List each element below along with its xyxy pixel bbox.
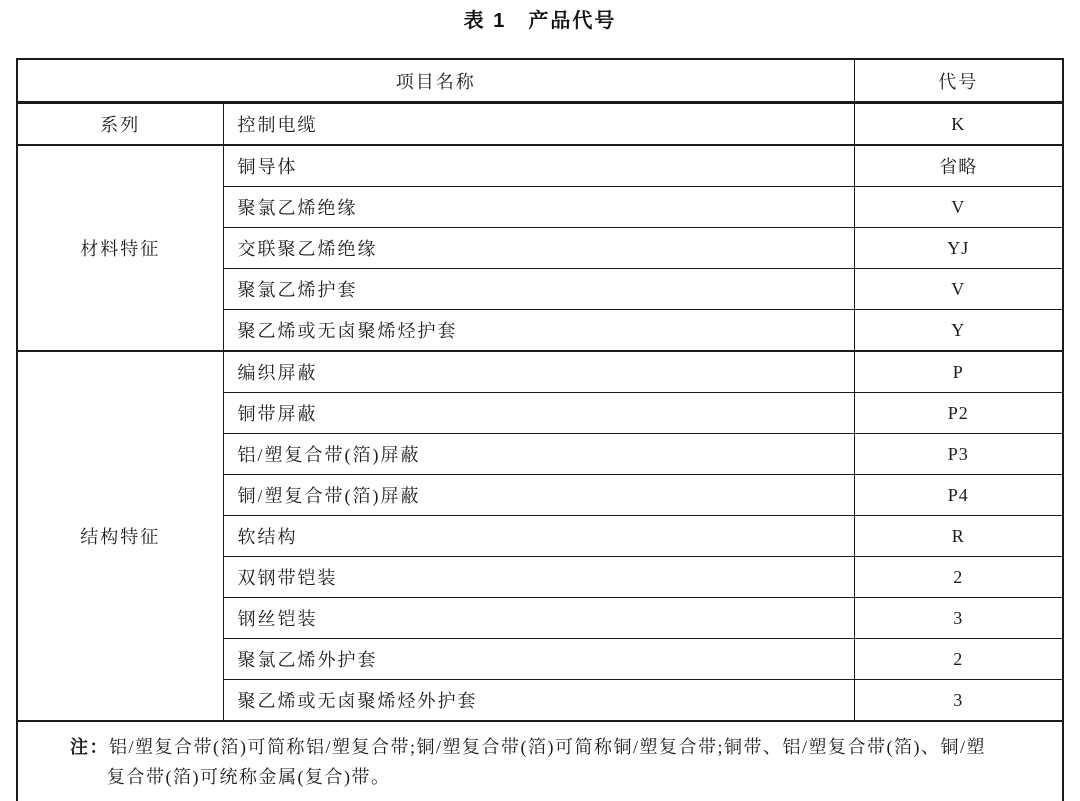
item-cell: 钢丝铠装 — [223, 598, 854, 639]
item-cell: 编织屏蔽 — [223, 351, 854, 393]
item-cell: 铜带屏蔽 — [223, 393, 854, 434]
code-cell: P4 — [854, 475, 1063, 516]
product-code-table — [16, 58, 1064, 801]
header-row — [17, 59, 1063, 103]
code-cell: 2 — [854, 557, 1063, 598]
note-text: 铝/塑复合带(箔)可简称铝/塑复合带;铜/塑复合带(箔)可简称铜/塑复合带;铜带、铝/塑复合带(箔)、铜/塑 — [109, 737, 986, 757]
table-row — [17, 145, 1063, 187]
item-cell: 聚氯乙烯外护套 — [223, 639, 854, 680]
group-cell: 结构特征 — [17, 351, 223, 721]
group-cell: 材料特征 — [17, 145, 223, 351]
item-cell: 聚氯乙烯绝缘 — [223, 187, 854, 228]
header-item-name: 项目名称 — [17, 59, 854, 103]
note-line — [70, 732, 1042, 762]
code-cell: Y — [854, 310, 1063, 352]
code-cell: YJ — [854, 228, 1063, 269]
code-cell: P3 — [854, 434, 1063, 475]
table-header — [17, 59, 1063, 103]
item-cell: 铝/塑复合带(箔)屏蔽 — [223, 434, 854, 475]
note-section — [17, 721, 1063, 801]
note-label: 注： — [70, 737, 109, 757]
note-text: 复合带(箔)可统称金属(复合)带。 — [107, 767, 391, 787]
table-title: 表 1 产品代号 — [463, 10, 617, 32]
code-cell: 2 — [854, 639, 1063, 680]
group-series — [17, 103, 1063, 146]
code-cell: P — [854, 351, 1063, 393]
item-cell: 交联聚乙烯绝缘 — [223, 228, 854, 269]
note-row — [17, 721, 1063, 801]
code-cell: V — [854, 269, 1063, 310]
item-cell: 聚乙烯或无卤聚烯烃护套 — [223, 310, 854, 352]
group-cell: 系列 — [17, 103, 223, 146]
item-cell: 铜导体 — [223, 145, 854, 187]
item-cell: 铜/塑复合带(箔)屏蔽 — [223, 475, 854, 516]
table-note — [17, 721, 1063, 801]
code-cell: K — [854, 103, 1063, 146]
group-material — [17, 145, 1063, 351]
group-structure — [17, 351, 1063, 721]
code-cell: P2 — [854, 393, 1063, 434]
code-cell: 省略 — [854, 145, 1063, 187]
item-cell: 聚氯乙烯护套 — [223, 269, 854, 310]
item-cell: 软结构 — [223, 516, 854, 557]
header-code: 代号 — [854, 59, 1063, 103]
item-cell: 双钢带铠装 — [223, 557, 854, 598]
code-cell: R — [854, 516, 1063, 557]
item-cell: 聚乙烯或无卤聚烯烃外护套 — [223, 680, 854, 722]
code-cell: V — [854, 187, 1063, 228]
table-row — [17, 351, 1063, 393]
code-cell: 3 — [854, 680, 1063, 722]
item-cell: 控制电缆 — [223, 103, 854, 146]
table-row — [17, 103, 1063, 146]
code-cell: 3 — [854, 598, 1063, 639]
